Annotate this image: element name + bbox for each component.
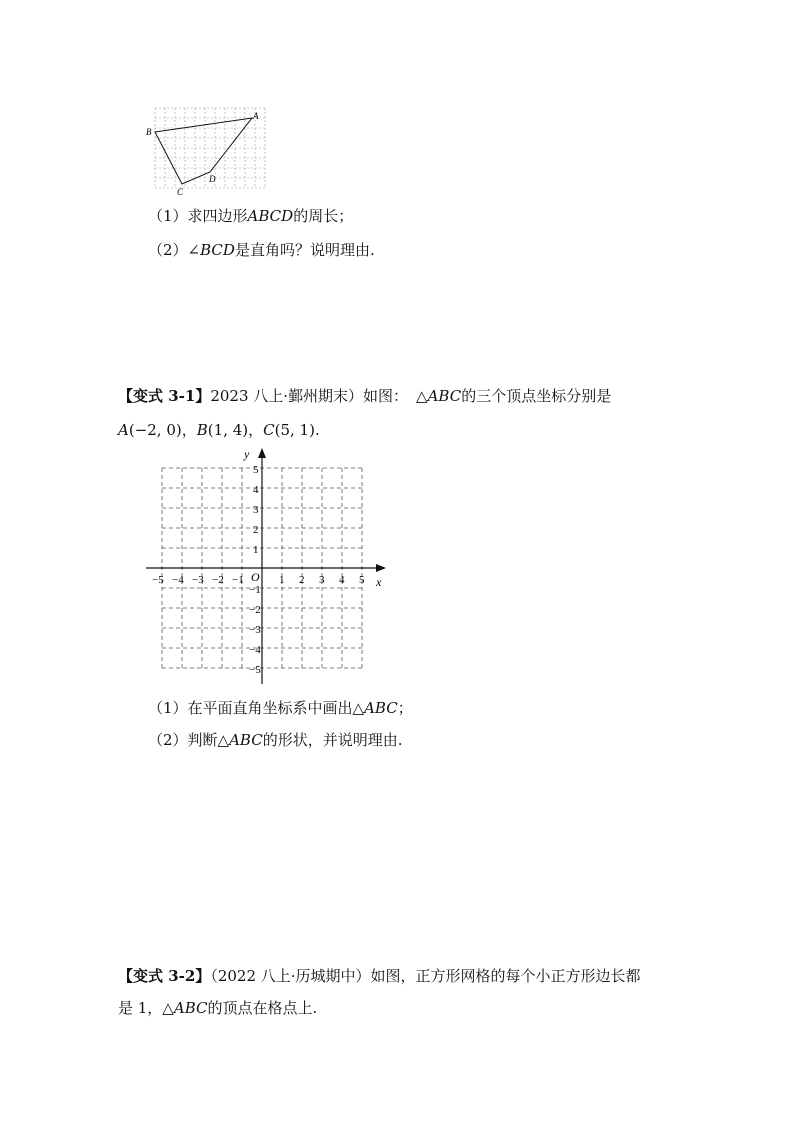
y-tick-label: 3 bbox=[253, 504, 259, 516]
triangle-symbol: △ bbox=[416, 387, 428, 405]
x-axis-arrow-icon bbox=[376, 564, 386, 572]
y-tick-label: −5 bbox=[249, 664, 261, 676]
x-tick-label: −2 bbox=[212, 574, 224, 586]
v31-item-1-prefix: （1）在平面直角坐标系中画出△ bbox=[148, 699, 365, 717]
x-axis-label: x bbox=[376, 575, 382, 589]
y-tick-label: −1 bbox=[249, 584, 261, 596]
label-a: A bbox=[253, 111, 259, 121]
y-axis-arrow-icon bbox=[258, 448, 266, 458]
x-tick-label: 1 bbox=[279, 574, 285, 586]
v31-coordinates bbox=[118, 420, 320, 440]
y-tick-label: 4 bbox=[253, 484, 259, 496]
v32-tag: 【变式 3-2】 bbox=[118, 967, 211, 985]
v32-statement-line-1 bbox=[118, 966, 641, 986]
v32-statement-line-2 bbox=[118, 998, 317, 1018]
q1-item-2-prefix: （2）∠ bbox=[148, 241, 201, 259]
y-tick-label: −4 bbox=[249, 644, 261, 656]
coord-end: . bbox=[314, 421, 320, 439]
v31-tag: 【变式 3-1】 bbox=[118, 387, 211, 405]
x-tick-label: −4 bbox=[172, 574, 184, 586]
y-tick-label: 5 bbox=[253, 464, 259, 476]
coord-c-value: (5, 1) bbox=[274, 421, 315, 439]
q1-item-1-prefix: （1）求四边形 bbox=[148, 207, 248, 225]
v31-statement-suffix: 的三个顶点坐标分别是 bbox=[461, 387, 612, 405]
y-axis-label: y bbox=[244, 447, 250, 461]
v32-line-2-suffix: 的顶点在格点上. bbox=[207, 999, 318, 1017]
y-tick-label: 2 bbox=[253, 524, 259, 536]
v32-line-2-prefix: 是 1，△ bbox=[118, 999, 174, 1017]
q1-item-2-suffix: 是直角吗？说明理由. bbox=[234, 241, 375, 259]
coord-sep-1: ， bbox=[181, 421, 197, 439]
v31-item-2-math: ABC bbox=[229, 731, 263, 749]
origin-label: O bbox=[251, 570, 260, 584]
q1-item-2-math: BCD bbox=[200, 241, 235, 259]
v31-triangle-name: ABC bbox=[427, 387, 462, 405]
label-d: D bbox=[209, 174, 216, 184]
v32-line-2-math: ABC bbox=[173, 999, 208, 1017]
v31-item-1 bbox=[148, 698, 413, 718]
coordinate-grid bbox=[140, 446, 390, 690]
quadrilateral-figure bbox=[140, 100, 280, 198]
x-tick-label: −5 bbox=[152, 574, 164, 586]
coord-b-value: (1, 4) bbox=[207, 421, 249, 439]
x-tick-label: −3 bbox=[192, 574, 204, 586]
q1-item-1-suffix: 的周长； bbox=[293, 207, 354, 225]
coord-a-label: A bbox=[118, 421, 129, 439]
v31-source: 2023 八上·鄞州期末）如图： bbox=[210, 387, 409, 405]
x-tick-label: 4 bbox=[339, 574, 345, 586]
label-b: B bbox=[146, 127, 152, 137]
x-tick-label: 5 bbox=[359, 574, 365, 586]
coord-c-label: C bbox=[263, 421, 275, 439]
coord-b-label: B bbox=[196, 421, 208, 439]
label-c: C bbox=[177, 187, 184, 197]
coord-a-value: (−2, 0) bbox=[128, 421, 182, 439]
x-tick-label: 2 bbox=[299, 574, 305, 586]
v31-item-2-prefix: （2）判断△ bbox=[148, 731, 230, 749]
y-tick-label: −2 bbox=[249, 604, 261, 616]
x-tick-label: 3 bbox=[319, 574, 325, 586]
q1-item-1 bbox=[148, 206, 353, 226]
q1-item-2 bbox=[148, 240, 375, 260]
q1-item-1-math: ABCD bbox=[247, 207, 294, 225]
v31-item-1-suffix: ； bbox=[397, 699, 413, 717]
v31-item-2 bbox=[148, 730, 403, 750]
v31-item-2-suffix: 的形状，并说明理由. bbox=[262, 731, 403, 749]
v31-statement bbox=[118, 386, 611, 406]
x-tick-label: −1 bbox=[232, 574, 244, 586]
coord-sep-2: ， bbox=[248, 421, 264, 439]
v32-line-1-rest: （2022 八上·历城期中）如图，正方形网格的每个小正方形边长都 bbox=[210, 967, 641, 985]
y-tick-label: 1 bbox=[253, 544, 259, 556]
y-tick-label: −3 bbox=[249, 624, 261, 636]
v31-item-1-math: ABC bbox=[364, 699, 398, 717]
